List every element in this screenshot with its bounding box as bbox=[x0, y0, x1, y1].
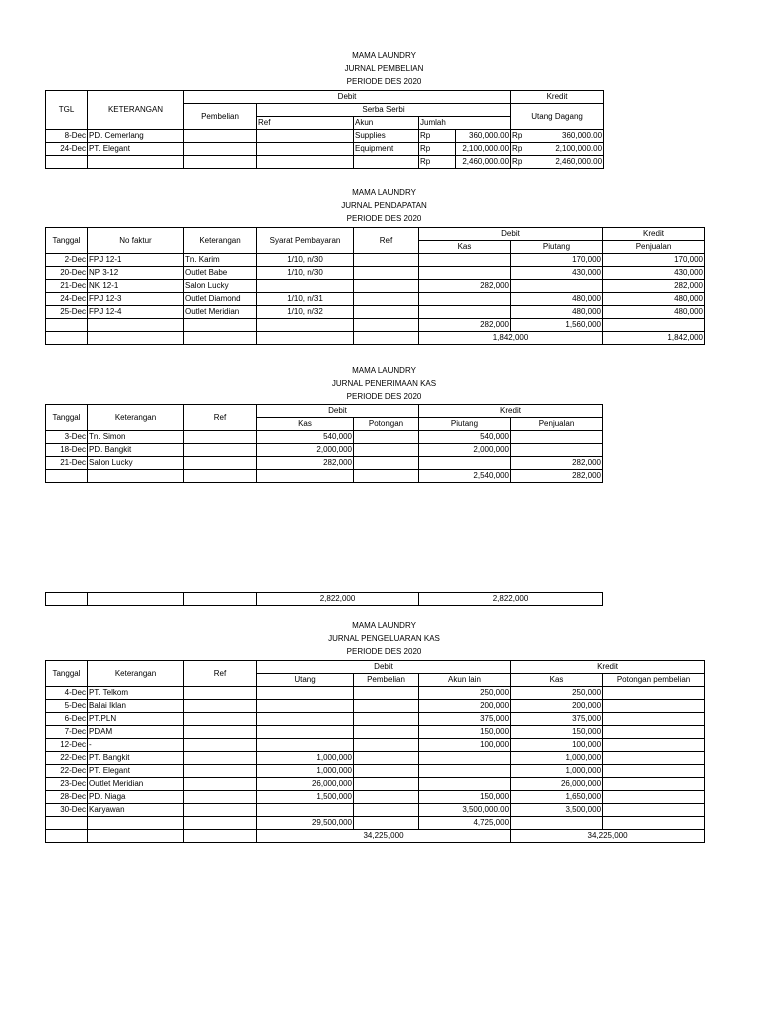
cell-currency: Rp bbox=[419, 143, 456, 156]
header-kas: Kas bbox=[419, 241, 511, 254]
cell-kas: 26,000,000 bbox=[511, 778, 603, 791]
cell-keterangan: PT. Elegant bbox=[88, 765, 184, 778]
cell-kas: 1,000,000 bbox=[511, 765, 603, 778]
cell-tgl: 18-Dec bbox=[46, 444, 88, 457]
journal-title: JURNAL PENGELUARAN KAS bbox=[328, 634, 440, 643]
empty-cell bbox=[603, 319, 705, 332]
empty-cell bbox=[46, 319, 88, 332]
table-row bbox=[46, 254, 705, 267]
cell-penjualan bbox=[511, 431, 603, 444]
cell-utang bbox=[257, 700, 354, 713]
cell-penjualan bbox=[511, 444, 603, 457]
total-kredit: 2,822,000 bbox=[419, 593, 603, 606]
cell-utang bbox=[257, 804, 354, 817]
pengeluaran-title-block bbox=[0, 620, 768, 659]
cell-ref bbox=[184, 687, 257, 700]
header-jumlah: Jumlah bbox=[419, 117, 511, 130]
header-tanggal: Tanggal bbox=[46, 661, 88, 687]
jurnal-pendapatan-table bbox=[45, 227, 705, 345]
subtotal-row bbox=[46, 817, 705, 830]
cell-keterangan: PT. Elegant bbox=[88, 143, 184, 156]
cell-jumlah: 360,000.00 bbox=[456, 130, 511, 143]
cell-tgl: 24-Dec bbox=[46, 293, 88, 306]
cell-kas: 150,000 bbox=[511, 726, 603, 739]
cell-tgl: 20-Dec bbox=[46, 267, 88, 280]
cell-piutang: 480,000 bbox=[511, 306, 603, 319]
cell-ref bbox=[184, 752, 257, 765]
cell-ref bbox=[354, 280, 419, 293]
cell-syarat: 1/10, n/30 bbox=[257, 254, 354, 267]
cell-tgl: 7-Dec bbox=[46, 726, 88, 739]
table-row bbox=[46, 267, 705, 280]
subtotal-row bbox=[46, 470, 603, 483]
cell-piutang: 540,000 bbox=[419, 431, 511, 444]
cell-utang bbox=[511, 130, 604, 143]
cell-kas: 1,000,000 bbox=[511, 752, 603, 765]
company-name: MAMA LAUNDRY bbox=[352, 188, 416, 197]
cell-tgl: 8-Dec bbox=[46, 130, 88, 143]
cell-ref bbox=[257, 130, 354, 143]
table-row bbox=[46, 293, 705, 306]
header-akun-lain: Akun lain bbox=[419, 674, 511, 687]
table-row bbox=[46, 752, 705, 765]
table-row bbox=[46, 130, 604, 143]
cell-tgl: 22-Dec bbox=[46, 752, 88, 765]
cell-pembelian bbox=[354, 687, 419, 700]
cell-utang: 1,000,000 bbox=[257, 752, 354, 765]
cell-akun-lain: 200,000 bbox=[419, 700, 511, 713]
cell-keterangan: Salon Lucky bbox=[184, 280, 257, 293]
period: PERIODE DES 2020 bbox=[346, 214, 422, 223]
header-utang-dagang: Utang Dagang bbox=[511, 104, 604, 130]
cell-utang: 1,000,000 bbox=[257, 765, 354, 778]
cell-tgl: 3-Dec bbox=[46, 431, 88, 444]
header-kredit: Kredit bbox=[419, 405, 603, 418]
cell-ref bbox=[184, 713, 257, 726]
cell-kas: 100,000 bbox=[511, 739, 603, 752]
header-no-faktur: No faktur bbox=[88, 228, 184, 254]
jurnal-pembelian-table bbox=[45, 90, 604, 169]
cell-faktur: FPJ 12-4 bbox=[88, 306, 184, 319]
cell-kas: 1,650,000 bbox=[511, 791, 603, 804]
cell-keterangan: PDAM bbox=[88, 726, 184, 739]
cell-kas: 282,000 bbox=[419, 280, 511, 293]
empty-cell bbox=[257, 319, 354, 332]
header-debit: Debit bbox=[257, 661, 511, 674]
journal-title: JURNAL PEMBELIAN bbox=[344, 64, 424, 73]
header-debit: Debit bbox=[419, 228, 603, 241]
period: PERIODE DES 2020 bbox=[346, 392, 422, 401]
total-row bbox=[46, 830, 705, 843]
subtotal-utang: 29,500,000 bbox=[257, 817, 354, 830]
cell-akun: Supplies bbox=[354, 130, 419, 143]
jurnal-penerimaan-kas-table bbox=[45, 404, 603, 483]
empty-cell bbox=[511, 817, 603, 830]
empty-cell bbox=[184, 830, 257, 843]
cell-kas: 2,000,000 bbox=[257, 444, 354, 457]
cell-keterangan: Outlet Diamond bbox=[184, 293, 257, 306]
header-pembelian: Pembelian bbox=[354, 674, 419, 687]
cell-utang: 1,500,000 bbox=[257, 791, 354, 804]
table-row bbox=[46, 306, 705, 319]
table-row bbox=[46, 765, 705, 778]
empty-cell bbox=[46, 156, 88, 169]
cell-akun-lain: 250,000 bbox=[419, 687, 511, 700]
cell-pembelian bbox=[354, 791, 419, 804]
cell-keterangan: PT. Bangkit bbox=[88, 752, 184, 765]
empty-cell bbox=[184, 817, 257, 830]
cell-faktur: NP 3-12 bbox=[88, 267, 184, 280]
jurnal-pengeluaran-kas-table bbox=[45, 660, 705, 843]
header-keterangan: KETERANGAN bbox=[88, 91, 184, 130]
cell-potongan bbox=[603, 713, 705, 726]
cell-piutang bbox=[419, 457, 511, 470]
cell-pembelian bbox=[354, 778, 419, 791]
cell-penjualan: 480,000 bbox=[603, 306, 705, 319]
cell-ref bbox=[184, 444, 257, 457]
table-row bbox=[46, 713, 705, 726]
subtotal-piutang: 2,540,000 bbox=[419, 470, 511, 483]
cell-keterangan: Tn. Simon bbox=[88, 431, 184, 444]
table-row bbox=[46, 700, 705, 713]
empty-cell bbox=[257, 470, 354, 483]
cell-pembelian bbox=[354, 765, 419, 778]
cell-potongan bbox=[603, 726, 705, 739]
total-debit: 34,225,000 bbox=[257, 830, 511, 843]
empty-cell bbox=[354, 817, 419, 830]
cell-syarat: 1/10, n/30 bbox=[257, 267, 354, 280]
cell-pembelian bbox=[354, 804, 419, 817]
header-syarat: Syarat Pembayaran bbox=[257, 228, 354, 254]
cell-kas: 200,000 bbox=[511, 700, 603, 713]
cell-tgl: 12-Dec bbox=[46, 739, 88, 752]
cell-tgl: 6-Dec bbox=[46, 713, 88, 726]
empty-cell bbox=[184, 470, 257, 483]
header-kredit: Kredit bbox=[603, 228, 705, 241]
cell-piutang: 2,000,000 bbox=[419, 444, 511, 457]
table-row bbox=[46, 687, 705, 700]
cell-utang bbox=[257, 726, 354, 739]
empty-cell bbox=[257, 332, 354, 345]
total-utang-cell bbox=[511, 156, 604, 169]
cell-keterangan: PD. Cemerlang bbox=[88, 130, 184, 143]
currency-label: Rp bbox=[512, 157, 523, 166]
cell-kas: 250,000 bbox=[511, 687, 603, 700]
total-utang: 2,460,000.00 bbox=[555, 157, 603, 166]
cell-potongan bbox=[603, 687, 705, 700]
pembelian-title-block bbox=[0, 50, 768, 89]
cell-potongan bbox=[354, 431, 419, 444]
penerimaan-total-table bbox=[45, 592, 603, 606]
journal-title: JURNAL PENDAPATAN bbox=[341, 201, 427, 210]
header-piutang: Piutang bbox=[419, 418, 511, 431]
header-penjualan: Penjualan bbox=[511, 418, 603, 431]
cell-pembelian bbox=[354, 739, 419, 752]
cell-keterangan: PD. Bangkit bbox=[88, 444, 184, 457]
cell-piutang: 430,000 bbox=[511, 267, 603, 280]
header-piutang: Piutang bbox=[511, 241, 603, 254]
cell-akun-lain: 375,000 bbox=[419, 713, 511, 726]
total-debit: 1,842,000 bbox=[419, 332, 603, 345]
cell-faktur: FPJ 12-1 bbox=[88, 254, 184, 267]
cell-akun-lain bbox=[419, 752, 511, 765]
table-row bbox=[46, 457, 603, 470]
cell-jumlah: 2,100,000.00 bbox=[456, 143, 511, 156]
company-name: MAMA LAUNDRY bbox=[352, 621, 416, 630]
cell-ref bbox=[184, 700, 257, 713]
total-jumlah: 2,460,000.00 bbox=[456, 156, 511, 169]
empty-cell bbox=[88, 470, 184, 483]
cell-ref bbox=[354, 306, 419, 319]
cell-ref bbox=[184, 804, 257, 817]
empty-cell bbox=[603, 817, 705, 830]
empty-cell bbox=[354, 332, 419, 345]
cell-pembelian bbox=[184, 130, 257, 143]
empty-cell bbox=[46, 332, 88, 345]
cell-tgl: 22-Dec bbox=[46, 765, 88, 778]
header-akun: Akun bbox=[354, 117, 419, 130]
cell-penjualan: 170,000 bbox=[603, 254, 705, 267]
table-row bbox=[46, 778, 705, 791]
cell-akun-lain: 150,000 bbox=[419, 726, 511, 739]
empty-cell bbox=[184, 593, 257, 606]
cell-kas bbox=[419, 254, 511, 267]
table-row bbox=[46, 280, 705, 293]
cell-syarat: 1/10, n/31 bbox=[257, 293, 354, 306]
cell-syarat: 1/10, n/32 bbox=[257, 306, 354, 319]
currency-label: Rp bbox=[512, 144, 523, 153]
cell-tgl: 25-Dec bbox=[46, 306, 88, 319]
cell-keterangan: - bbox=[88, 739, 184, 752]
cell-potongan bbox=[603, 765, 705, 778]
header-debit: Debit bbox=[257, 405, 419, 418]
cell-potongan bbox=[603, 700, 705, 713]
cell-tgl: 30-Dec bbox=[46, 804, 88, 817]
header-ref: Ref bbox=[184, 405, 257, 431]
total-kredit: 1,842,000 bbox=[603, 332, 705, 345]
cell-keterangan: Outlet Meridian bbox=[184, 306, 257, 319]
total-kredit: 34,225,000 bbox=[511, 830, 705, 843]
header-potongan-pembelian: Potongan pembelian bbox=[603, 674, 705, 687]
cell-keterangan: PT. Telkom bbox=[88, 687, 184, 700]
total-row bbox=[46, 593, 603, 606]
empty-cell bbox=[88, 593, 184, 606]
cell-tgl: 4-Dec bbox=[46, 687, 88, 700]
table-row bbox=[46, 791, 705, 804]
cell-utang bbox=[257, 713, 354, 726]
header-ref: Ref bbox=[184, 661, 257, 687]
cell-syarat bbox=[257, 280, 354, 293]
cell-akun-lain: 150,000 bbox=[419, 791, 511, 804]
cell-tgl: 2-Dec bbox=[46, 254, 88, 267]
cell-pembelian bbox=[354, 713, 419, 726]
cell-pembelian bbox=[184, 143, 257, 156]
cell-penjualan: 430,000 bbox=[603, 267, 705, 280]
total-row bbox=[46, 332, 705, 345]
cell-pembelian bbox=[354, 726, 419, 739]
header-ref: Ref bbox=[257, 117, 354, 130]
cell-keterangan: Balai Iklan bbox=[88, 700, 184, 713]
empty-cell bbox=[88, 817, 184, 830]
header-utang: Utang bbox=[257, 674, 354, 687]
cell-ref bbox=[184, 457, 257, 470]
subtotal-kas: 282,000 bbox=[419, 319, 511, 332]
header-debit: Debit bbox=[184, 91, 511, 104]
cell-ref bbox=[184, 726, 257, 739]
cell-keterangan: PT.PLN bbox=[88, 713, 184, 726]
empty-cell bbox=[88, 319, 184, 332]
journal-title: JURNAL PENERIMAAN KAS bbox=[331, 379, 437, 388]
empty-cell bbox=[46, 817, 88, 830]
cell-piutang: 480,000 bbox=[511, 293, 603, 306]
cell-tgl: 5-Dec bbox=[46, 700, 88, 713]
header-potongan: Potongan bbox=[354, 418, 419, 431]
cell-potongan bbox=[603, 791, 705, 804]
cell-piutang: 170,000 bbox=[511, 254, 603, 267]
cell-ref bbox=[354, 254, 419, 267]
cell-ref bbox=[257, 143, 354, 156]
cell-kas: 3,500,000 bbox=[511, 804, 603, 817]
cell-kas: 540,000 bbox=[257, 431, 354, 444]
header-kredit: Kredit bbox=[511, 661, 705, 674]
cell-potongan bbox=[354, 444, 419, 457]
empty-cell bbox=[46, 830, 88, 843]
cell-tgl: 28-Dec bbox=[46, 791, 88, 804]
empty-cell bbox=[46, 470, 88, 483]
empty-cell bbox=[46, 593, 88, 606]
cell-akun-lain: 100,000 bbox=[419, 739, 511, 752]
header-keterangan: Keterangan bbox=[184, 228, 257, 254]
cell-kas: 375,000 bbox=[511, 713, 603, 726]
header-kas: Kas bbox=[511, 674, 603, 687]
table-row bbox=[46, 143, 604, 156]
table-row bbox=[46, 431, 603, 444]
cell-potongan bbox=[603, 804, 705, 817]
header-pembelian: Pembelian bbox=[184, 104, 257, 130]
cell-akun-lain bbox=[419, 765, 511, 778]
cell-pembelian bbox=[354, 700, 419, 713]
cell-penjualan: 282,000 bbox=[511, 457, 603, 470]
cell-kas bbox=[419, 293, 511, 306]
empty-cell bbox=[354, 156, 419, 169]
cell-piutang bbox=[511, 280, 603, 293]
cell-utang bbox=[257, 687, 354, 700]
empty-cell bbox=[184, 156, 257, 169]
cell-keterangan: Tn. Karim bbox=[184, 254, 257, 267]
cell-tgl: 23-Dec bbox=[46, 778, 88, 791]
cell-ref bbox=[354, 267, 419, 280]
subtotal-penjualan: 282,000 bbox=[511, 470, 603, 483]
total-row bbox=[46, 156, 604, 169]
header-ref: Ref bbox=[354, 228, 419, 254]
pendapatan-title-block bbox=[0, 187, 768, 226]
table-row bbox=[46, 726, 705, 739]
total-debit: 2,822,000 bbox=[257, 593, 419, 606]
cell-faktur: FPJ 12-3 bbox=[88, 293, 184, 306]
cell-pembelian bbox=[354, 752, 419, 765]
cell-keterangan: Karyawan bbox=[88, 804, 184, 817]
penerimaan-title-block bbox=[0, 365, 768, 404]
cell-tgl: 21-Dec bbox=[46, 457, 88, 470]
header-tgl: TGL bbox=[46, 91, 88, 130]
cell-ref bbox=[184, 778, 257, 791]
cell-ref bbox=[184, 431, 257, 444]
empty-cell bbox=[354, 319, 419, 332]
cell-ref bbox=[354, 293, 419, 306]
cell-potongan bbox=[354, 457, 419, 470]
table-row bbox=[46, 444, 603, 457]
header-penjualan: Penjualan bbox=[603, 241, 705, 254]
empty-cell bbox=[184, 332, 257, 345]
header-kredit: Kredit bbox=[511, 91, 604, 104]
header-tanggal: Tanggal bbox=[46, 405, 88, 431]
cell-ref bbox=[184, 739, 257, 752]
cell-potongan bbox=[603, 778, 705, 791]
period: PERIODE DES 2020 bbox=[346, 77, 422, 86]
cell-keterangan: Outlet Babe bbox=[184, 267, 257, 280]
cell-kas bbox=[419, 267, 511, 280]
cell-ref bbox=[184, 791, 257, 804]
utang-value: 2,100,000.00 bbox=[555, 144, 603, 153]
empty-cell bbox=[257, 156, 354, 169]
cell-akun-lain: 3,500,000.00 bbox=[419, 804, 511, 817]
table-row bbox=[46, 739, 705, 752]
cell-tgl: 24-Dec bbox=[46, 143, 88, 156]
cell-currency: Rp bbox=[419, 156, 456, 169]
cell-keterangan: PD. Niaga bbox=[88, 791, 184, 804]
cell-akun: Equipment bbox=[354, 143, 419, 156]
cell-currency: Rp bbox=[419, 130, 456, 143]
company-name: MAMA LAUNDRY bbox=[352, 51, 416, 60]
empty-cell bbox=[88, 830, 184, 843]
cell-penjualan: 480,000 bbox=[603, 293, 705, 306]
empty-cell bbox=[88, 332, 184, 345]
cell-kas: 282,000 bbox=[257, 457, 354, 470]
subtotal-row bbox=[46, 319, 705, 332]
header-serba-serbi: Serba Serbi bbox=[257, 104, 511, 117]
table-row bbox=[46, 804, 705, 817]
utang-value: 360,000.00 bbox=[562, 131, 603, 140]
cell-tgl: 21-Dec bbox=[46, 280, 88, 293]
cell-potongan bbox=[603, 739, 705, 752]
company-name: MAMA LAUNDRY bbox=[352, 366, 416, 375]
cell-keterangan: Salon Lucky bbox=[88, 457, 184, 470]
header-tanggal: Tanggal bbox=[46, 228, 88, 254]
cell-utang: 26,000,000 bbox=[257, 778, 354, 791]
header-keterangan: Keterangan bbox=[88, 405, 184, 431]
cell-utang bbox=[511, 143, 604, 156]
empty-cell bbox=[88, 156, 184, 169]
cell-penjualan: 282,000 bbox=[603, 280, 705, 293]
header-keterangan: Keterangan bbox=[88, 661, 184, 687]
cell-keterangan: Outlet Meridian bbox=[88, 778, 184, 791]
currency-label: Rp bbox=[512, 131, 523, 140]
cell-potongan bbox=[603, 752, 705, 765]
subtotal-piutang: 1,560,000 bbox=[511, 319, 603, 332]
header-kas: Kas bbox=[257, 418, 354, 431]
empty-cell bbox=[354, 470, 419, 483]
subtotal-akun-lain: 4,725,000 bbox=[419, 817, 511, 830]
cell-ref bbox=[184, 765, 257, 778]
period: PERIODE DES 2020 bbox=[346, 647, 422, 656]
cell-kas bbox=[419, 306, 511, 319]
cell-faktur: NK 12-1 bbox=[88, 280, 184, 293]
cell-akun-lain bbox=[419, 778, 511, 791]
cell-utang bbox=[257, 739, 354, 752]
empty-cell bbox=[184, 319, 257, 332]
